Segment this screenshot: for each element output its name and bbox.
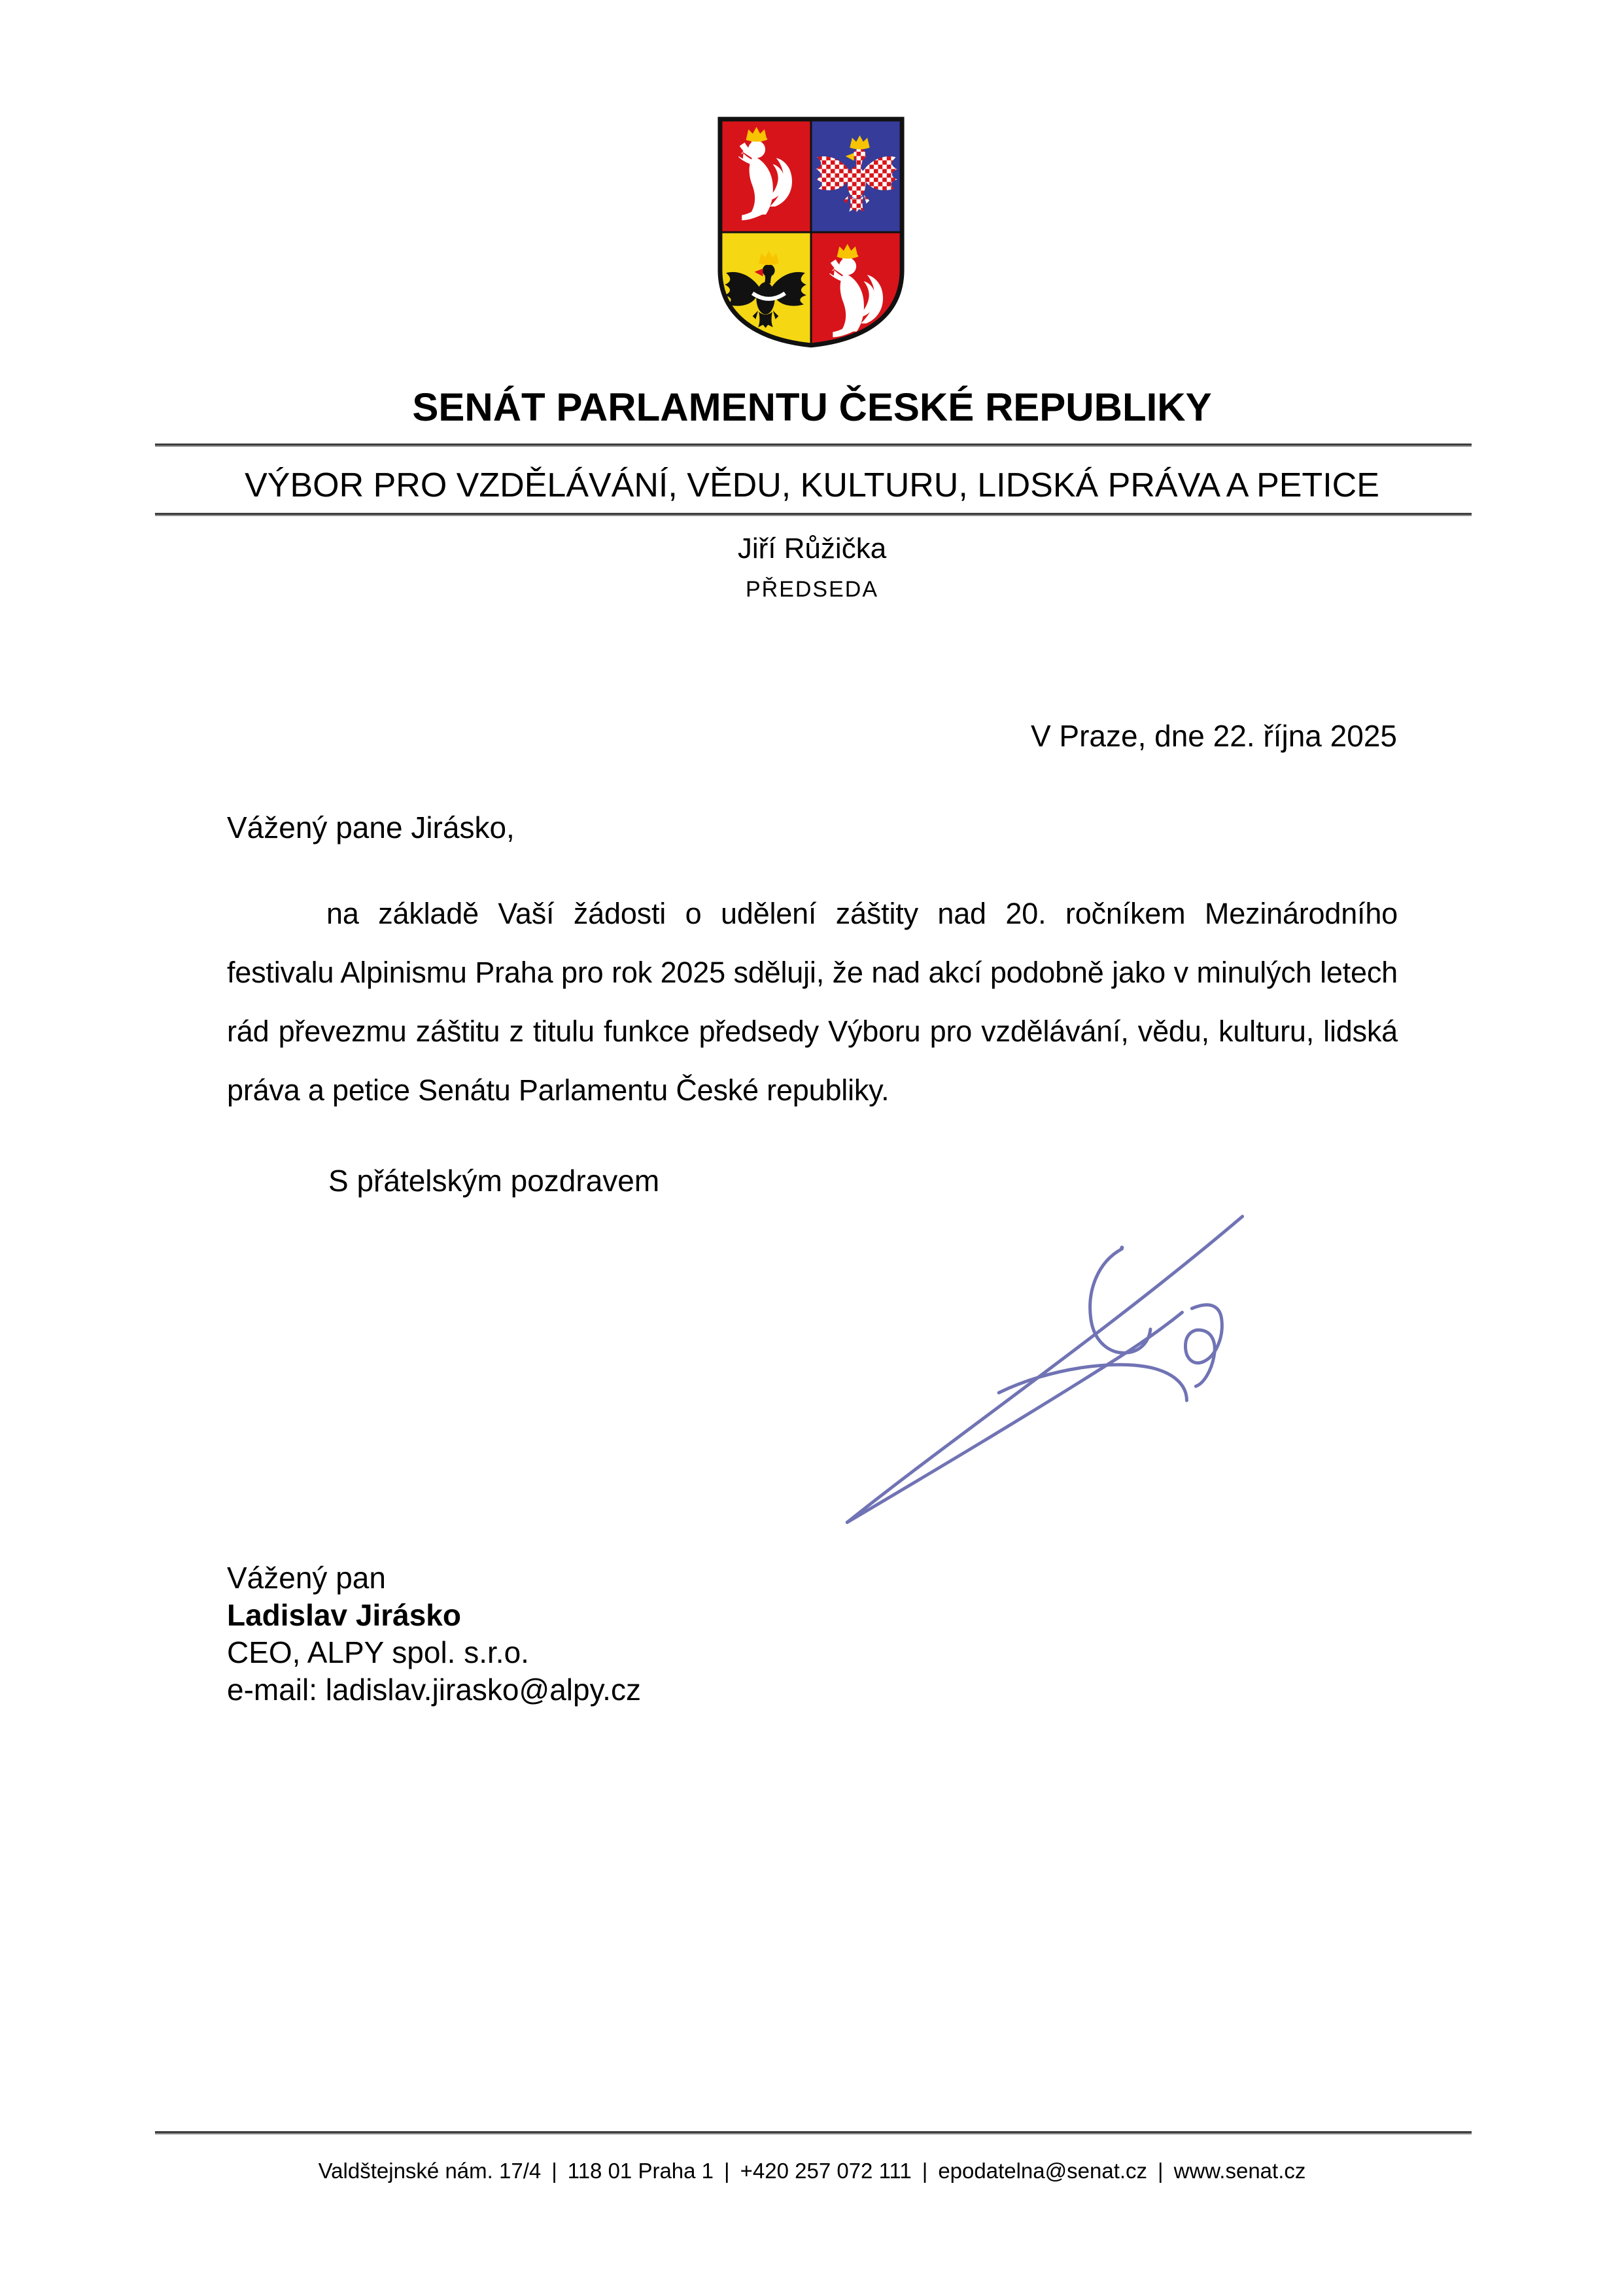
handwritten-signature bbox=[825, 1192, 1260, 1542]
letter-body: na základě Vaší žádosti o udělení záštity nad 20. ročníkem Mezinárodního festivalu Alpinismu Praha pro rok 2025 sděluji, že nad akcí podobně jako v minulých letech rád převezmu záštitu z titulu funkce předsedy Výboru pro vzdělávání, vědu, kulturu, lidská práva a petice Senátu Parlamentu České republiky. bbox=[227, 897, 1398, 1107]
recipient-title: CEO, ALPY spol. s.r.o. bbox=[227, 1635, 529, 1669]
footer-city: 118 01 Praha 1 bbox=[567, 2159, 714, 2183]
salutation: Vážený pane Jirásko, bbox=[227, 810, 515, 844]
dateline: V Praze, dne 22. října 2025 bbox=[1030, 719, 1397, 753]
signatory-role: PŘEDSEDA bbox=[745, 577, 879, 602]
footer-separator: | bbox=[1158, 2159, 1164, 2183]
header-rule-bottom bbox=[155, 513, 1472, 516]
footer-separator: | bbox=[922, 2159, 928, 2183]
committee-title: VÝBOR PRO VZDĚLÁVÁNÍ, VĚDU, KULTURU, LIDSKÁ PRÁVA A PETICE bbox=[245, 466, 1379, 504]
czech-coat-of-arms-icon bbox=[714, 113, 908, 352]
footer-separator: | bbox=[551, 2159, 557, 2183]
header-rule-top bbox=[155, 444, 1472, 447]
recipient-block bbox=[227, 1559, 641, 1709]
footer-web: www.senat.cz bbox=[1173, 2159, 1306, 2183]
footer-email: epodatelna@senat.cz bbox=[938, 2159, 1148, 2183]
footer-address: Valdštejnské nám. 17/4 bbox=[318, 2159, 542, 2183]
footer bbox=[0, 2159, 1624, 2183]
footer-rule bbox=[155, 2131, 1472, 2134]
institution-title: SENÁT PARLAMENTU ČESKÉ REPUBLIKY bbox=[412, 385, 1212, 429]
signatory-name: Jiří Růžička bbox=[737, 532, 887, 565]
recipient-name: Ladislav Jirásko bbox=[227, 1598, 461, 1632]
recipient-email: e-mail: ladislav.jirasko@alpy.cz bbox=[227, 1673, 641, 1707]
footer-phone: +420 257 072 111 bbox=[740, 2159, 912, 2183]
recipient-salutation: Vážený pan bbox=[227, 1561, 386, 1595]
closing: S přátelským pozdravem bbox=[328, 1164, 660, 1198]
footer-separator: | bbox=[724, 2159, 730, 2183]
